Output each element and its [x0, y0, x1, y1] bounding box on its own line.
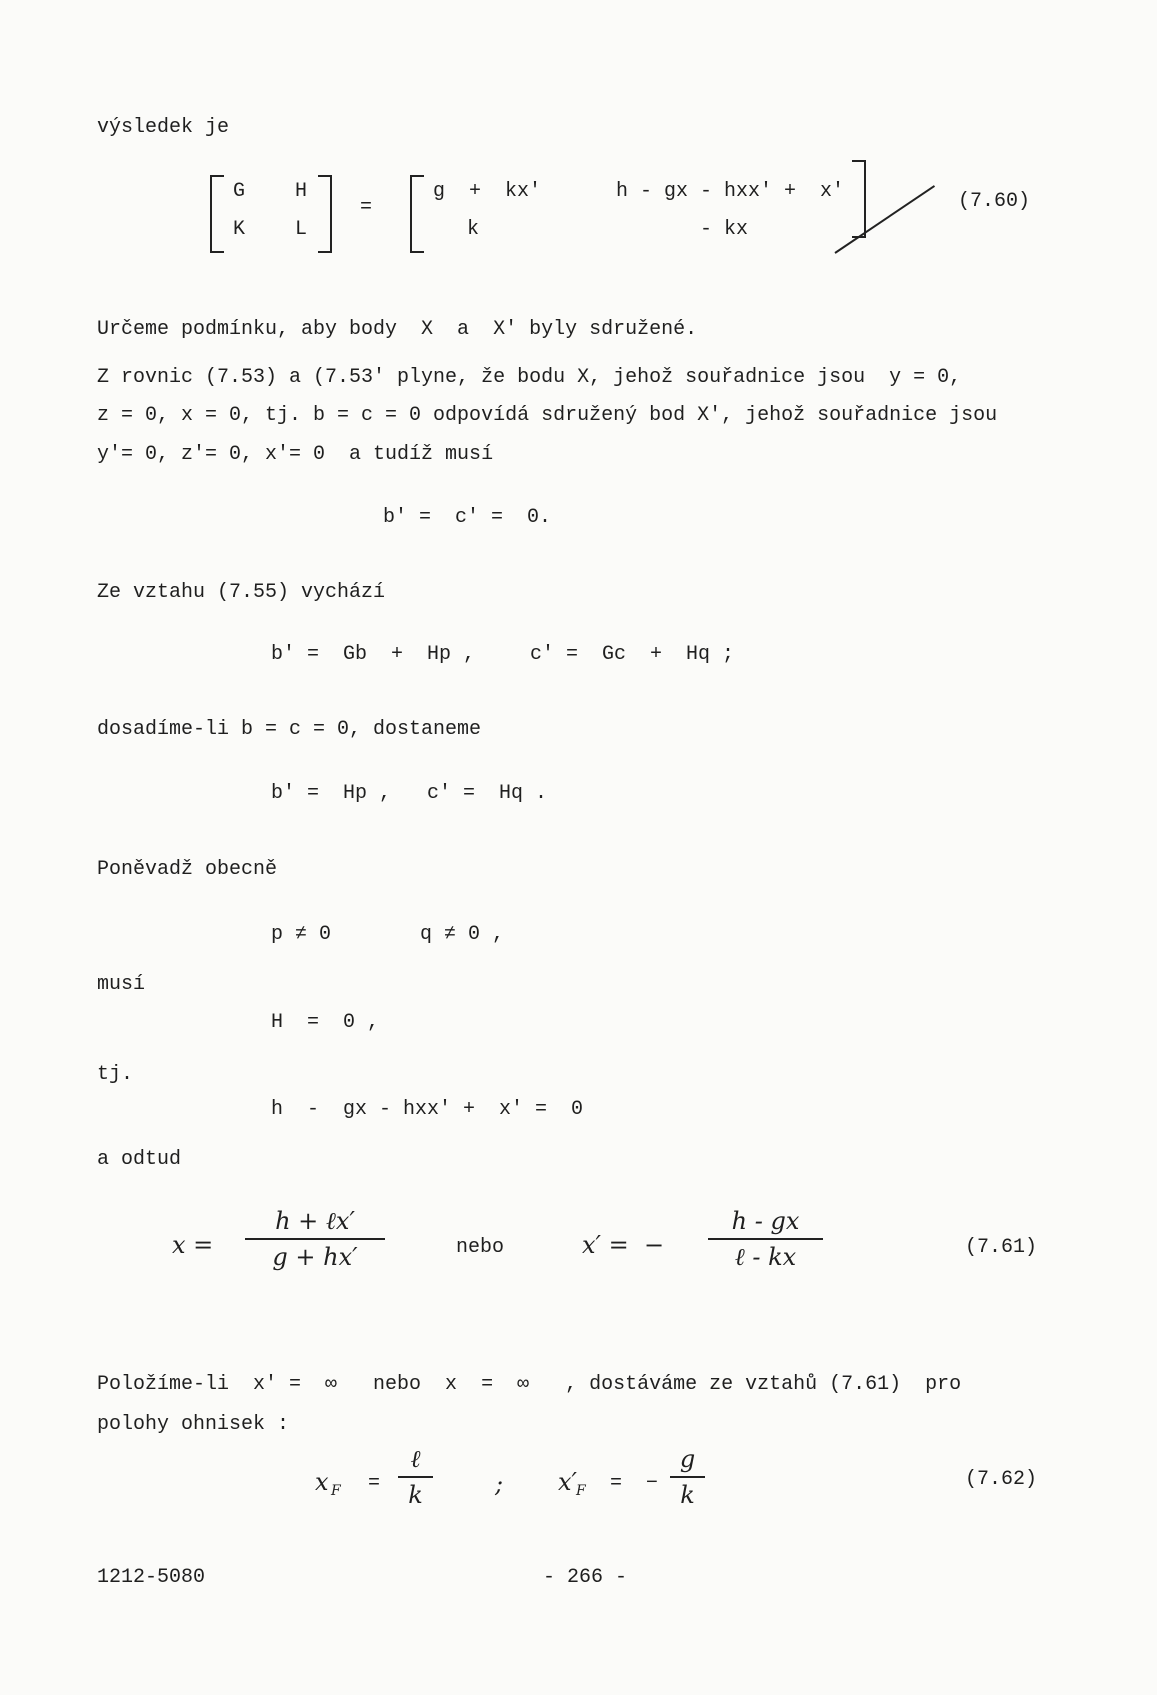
matrix-right-d: - kx [700, 218, 749, 241]
fraction-x-prime-denominator: ℓ - kx [734, 1243, 797, 1272]
eq-number-7-60: (7.60) [958, 190, 1031, 213]
formula-b-prime: b′ = Gb + Hp , [271, 643, 476, 666]
fraction-xf [398, 1446, 433, 1509]
footer-page-number: - 266 - [543, 1566, 628, 1589]
text-ze-vztahu: Ze vztahu (7.55) vychází [97, 581, 386, 604]
strike-line [834, 185, 935, 254]
fraction-x-prime-numerator: h - gx [731, 1207, 800, 1235]
footer-code: 1212-5080 [97, 1566, 206, 1589]
text-dosadime: dosadíme-li b = c = 0, dostaneme [97, 718, 482, 741]
text-tj: tj. [97, 1063, 134, 1086]
matrix-right-b: h - gx - hxx′ + x′ [616, 180, 845, 203]
formula-xf2-main: x′ [558, 1468, 577, 1496]
formula-xf-main: x [315, 1468, 329, 1496]
text-z-rovnic-1: Z rovnic (7.53) a (7.53′ plyne, že bodu X, jehož souřadnice jsou y = 0, [97, 366, 962, 389]
fraction-x [245, 1208, 385, 1271]
text-z-rovnic-2: z = 0, x = 0, tj. b = c = 0 odpovídá sdružený bod X′, jehož souřadnice jsou [97, 404, 998, 427]
matrix-equals: = [360, 196, 373, 219]
matrix-left-k: K [233, 218, 246, 241]
fraction-x-prime [708, 1208, 823, 1271]
eq-number-7-62: (7.62) [965, 1468, 1038, 1491]
left-bracket-2 [410, 175, 424, 253]
formula-xf-sub: F [331, 1483, 341, 1499]
formula-p-neq: p ≠ 0 [271, 923, 332, 946]
text-z-rovnic-3: y′= 0, z′= 0, x′= 0 a tudíž musí [97, 443, 494, 466]
fraction-xf2-numerator: g [679, 1445, 696, 1473]
text-ponevadz: Poněvadž obecně [97, 858, 278, 881]
matrix-left-h: H [295, 180, 308, 203]
fraction-x-bar [245, 1238, 385, 1240]
eq-number-7-61: (7.61) [965, 1236, 1038, 1259]
fraction-xf-bar [398, 1476, 433, 1478]
text-polozime-2: polohy ohnisek : [97, 1413, 290, 1436]
text-vysledek: výsledek je [97, 116, 230, 139]
text-nebo: nebo [456, 1236, 505, 1259]
text-a-odtud: a odtud [97, 1148, 182, 1171]
formula-x-lhs: x = [172, 1231, 214, 1259]
text-polozime-1: Položíme-li x′ = ∞ nebo x = ∞ , dostáváme ze vztahů (7.61) pro [97, 1373, 962, 1396]
formula-hp-hq: b′ = Hp , c′ = Hq . [271, 782, 548, 805]
formula-semicolon: ; [495, 1470, 504, 1498]
left-bracket-1 [210, 175, 224, 253]
matrix-left-l: L [295, 218, 308, 241]
formula-b-c-zero: b′ = c′ = 0. [383, 506, 552, 529]
matrix-right-c: k [467, 218, 480, 241]
fraction-xf2-denominator: k [680, 1481, 695, 1510]
fraction-x-prime-bar [708, 1238, 823, 1240]
fraction-xf2 [670, 1446, 705, 1509]
text-urceme: Určeme podmínku, aby body X a X′ byly sdružené. [97, 318, 698, 341]
formula-q-neq: q ≠ 0 , [420, 923, 505, 946]
matrix-left-g: G [233, 180, 246, 203]
fraction-xf-denominator: k [408, 1481, 423, 1510]
formula-xf2-equals: = − [610, 1472, 659, 1495]
formula-h-zero: H = 0 , [271, 1011, 380, 1034]
matrix-right-a: g + kx′ [433, 180, 542, 203]
formula-c-prime: c′ = Gc + Hq ; [530, 643, 735, 666]
formula-condition: h - gx - hxx′ + x′ = 0 [271, 1098, 584, 1121]
fraction-x-denominator: g + hx′ [272, 1243, 358, 1272]
text-musi: musí [97, 973, 146, 996]
right-bracket-1 [318, 175, 332, 253]
formula-xf2-sub: F [576, 1483, 586, 1499]
fraction-x-numerator: h + ℓx′ [275, 1207, 355, 1235]
formula-xf-equals: = [368, 1472, 381, 1495]
formula-x2-lhs: x′ = − [582, 1231, 665, 1259]
fraction-xf2-bar [670, 1476, 705, 1478]
fraction-xf-numerator: ℓ [410, 1445, 421, 1473]
right-bracket-2 [852, 160, 866, 238]
